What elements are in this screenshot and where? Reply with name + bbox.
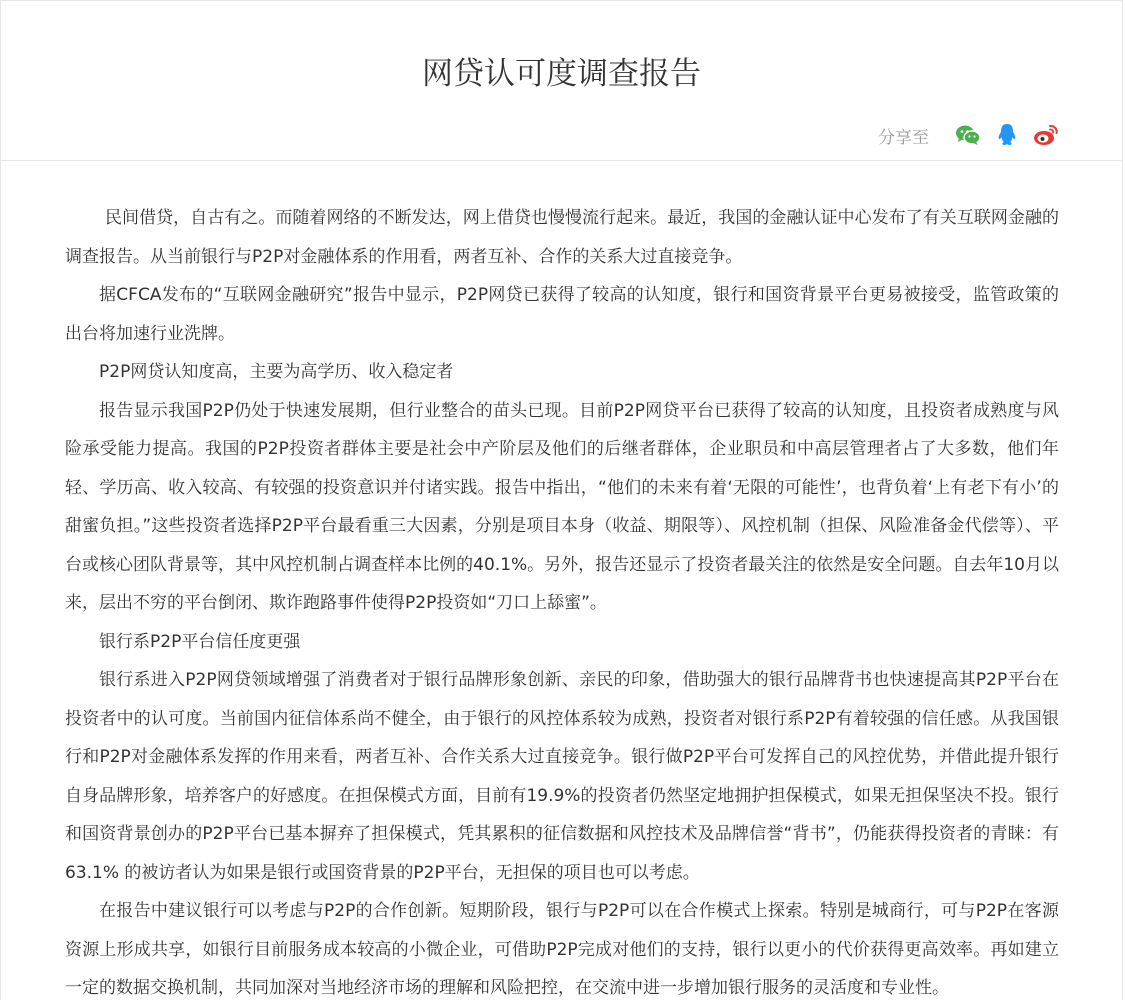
share-label: 分享至 bbox=[878, 127, 929, 148]
article-paragraph: 银行系进入P2P网贷领域增强了消费者对于银行品牌形象创新、亲民的印象，借助强大的银行品牌背书也快速提高其P2P平台在投资者中的认可度。当前国内征信体系尚不健全，由于银行的风控体系较为成熟，投资者对银行系P2P有着较强的信任感。从我国银行和P2P对金融体系发挥的作用来看，两者互补、合作关系大过直接竞争。银行做P2P平台可发挥自己的风控优势，并借此提升银行自身品牌形象，培养客户的好感度。在担保模式方面，目前有19.9%的投资者仍然坚定地拥护担保模式，如果无担保坚决不投。银行和国资背景创办的P2P平台已基本摒弃了担保模式，凭其累积的征信数据和风控技术及品牌信誉“背书”，仍能获得投资者的青睐：有63.1% 的被访者认为如果是银行或国资背景的P2P平台，无担保的项目也可以考虑。 bbox=[65, 670, 1059, 883]
article-paragraph: 报告显示我国P2P仍处于快速发展期，但行业整合的苗头已现。目前P2P网贷平台已获得了较高的认知度，且投资者成熟度与风险承受能力提高。我国的P2P投资者群体主要是社会中产阶层及他们的后继者群体，企业职员和中高层管理者占了大多数，他们年轻、学历高、收入较高、有较强的投资意识并付诸实践。报告中指出，“他们的未来有着‘无限的可能性’，也背负着‘上有老下有小’的甜蜜负担。”这些投资者选择P2P平台最看重三大因素，分别是项目本身（收益、期限等）、风控机制（担保、风险准备金代偿等）、平台或核心团队背景等，其中风控机制占调查样本比例的40.1%。另外，报告还显示了投资者最关注的依然是安全问题。自去年10月以来，层出不穷的平台倒闭、欺诈跑路事件使得P2P投资如“刀口上舔蜜”。 bbox=[65, 400, 1059, 613]
article-subheading: 银行系P2P平台信任度更强 bbox=[99, 631, 301, 652]
share-weibo-button[interactable] bbox=[1032, 121, 1060, 149]
article-subheading: P2P网贷认知度高，主要为高学历、收入稳定者 bbox=[99, 362, 454, 382]
qq-icon bbox=[997, 123, 1017, 147]
share-wechat-button[interactable] bbox=[954, 121, 982, 149]
page-title: 网贷认可度调查报告 bbox=[422, 56, 701, 92]
weibo-icon bbox=[1033, 124, 1059, 146]
article-header bbox=[1, 1, 1122, 161]
article-body bbox=[65, 199, 1059, 1008]
article-paragraph: 据CFCA发布的“互联网金融研究”报告中显示，P2P网贷已获得了较高的认知度，银行和国资背景平台更易被接受，监管政策的出台将加速行业洗牌。 bbox=[65, 285, 1059, 344]
article-paragraph: 在报告中建议银行可以考虑与P2P的合作创新。短期阶段，银行与P2P可以在合作模式上探索。特别是城商行，可与P2P在客源资源上形成共享，如银行目前服务成本较高的小微企业，可借助P2P完成对他们的支持，银行以更小的代价获得更高效率。再如建立一定的数据交换机制，共同加深对当地经济市场的理解和风险把控，在交流中进一步增加银行服务的灵活度和专业性。 bbox=[65, 901, 1059, 998]
share-bar bbox=[878, 121, 1060, 149]
wechat-icon bbox=[955, 124, 981, 146]
share-qq-button[interactable] bbox=[993, 121, 1021, 149]
article-paragraph: 民间借贷，自古有之。而随着网络的不断发达，网上借贷也慢慢流行起来。最近，我国的金融认证中心发布了有关互联网金融的调查报告。从当前银行与P2P对金融体系的作用看，两者互补、合作的关系大过直接竞争。 bbox=[65, 208, 1059, 267]
